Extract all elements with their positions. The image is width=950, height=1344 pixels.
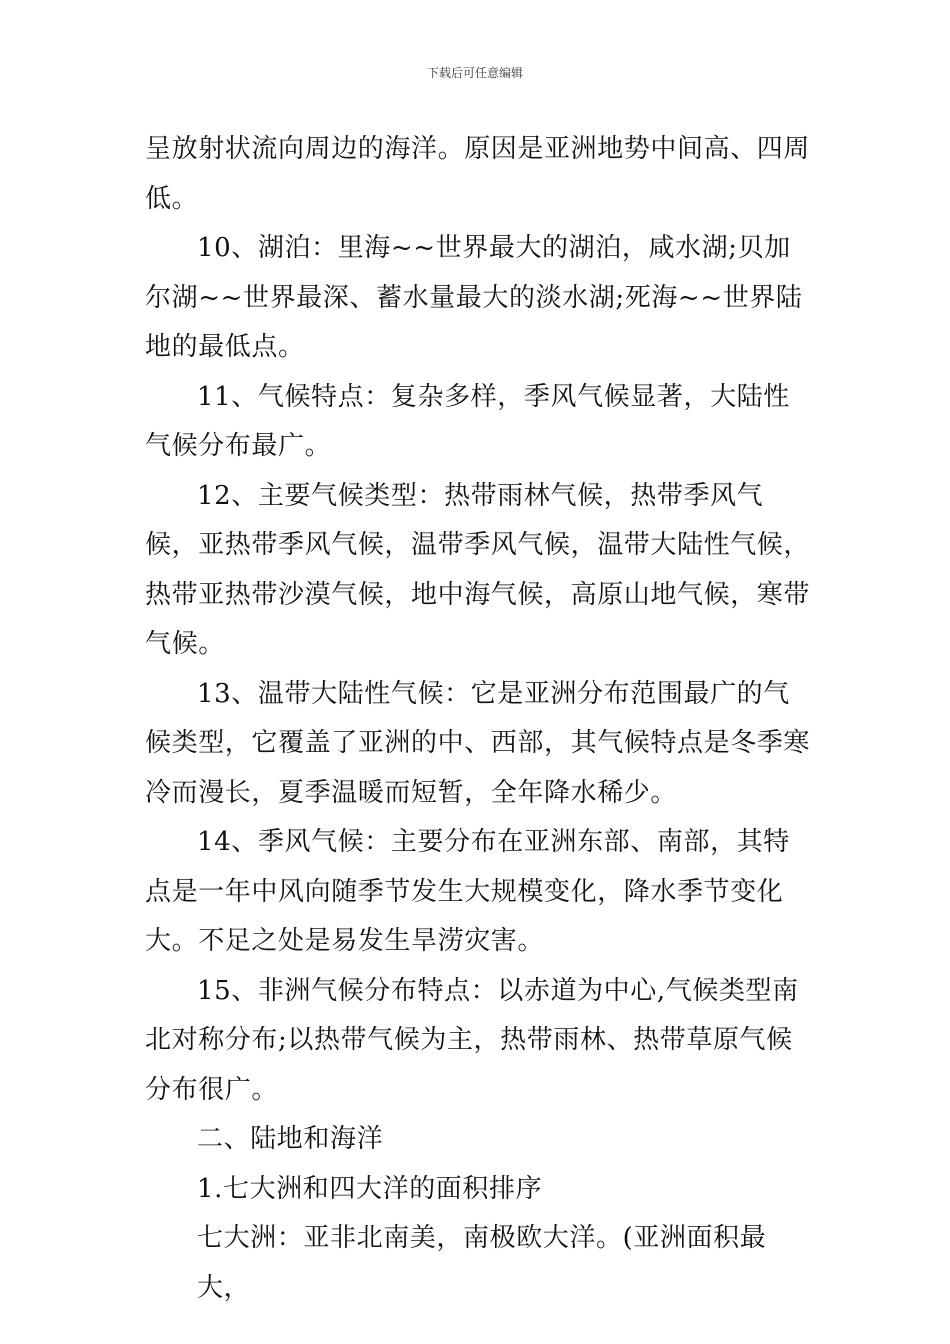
paragraph-climate-features: 11、气候特点：复杂多样，季风气候显著，大陆性气候分布最广。 [145,381,790,461]
document-body [145,125,810,1313]
subheading-area-ranking: 1.七大洲和四大洋的面积排序 [197,1173,543,1204]
paragraph-continents: 七大洲：亚非北南美，南极欧大洋。(亚洲面积最大， [197,1223,767,1303]
paragraph-lakes: 10、湖泊：里海~~世界最大的湖泊，咸水湖;贝加尔湖~~世界最深、蓄水量最大的淡水湖;死海~~世界陆地的最低点。 [145,233,803,362]
paragraph-climate-types: 12、主要气候类型：热带雨林气候，热带季风气候，亚热带季风气候，温带季风气候，温带大陆性气候，热带亚热带沙漠气候，地中海气候，高原山地气候，寒带气候。 [145,480,811,659]
paragraph-drainage: 呈放射状流向周边的海洋。原因是亚洲地势中间高、四周低。 [145,134,811,214]
paragraph-africa-climate: 15、非洲气候分布特点：以赤道为中心,气候类型南北对称分布;以热带气候为主，热带雨林、热带草原气候分布很广。 [145,975,799,1105]
page-header: 下载后可任意编辑 [426,66,523,80]
paragraph-monsoon: 14、季风气候：主要分布在亚洲东部、南部，其特点是一年中风向随季节发生大规模变化，降水季节变化大。不足之处是易发生旱涝灾害。 [145,827,790,956]
paragraph-temperate-continental: 13、温带大陆性气候：它是亚洲分布范围最广的气候类型，它覆盖了亚洲的中、西部，其气候特点是冬季寒冷而漫长，夏季温暖而短暂，全年降水稀少。 [145,678,811,808]
section-heading-land-ocean: 二、陆地和海洋 [197,1124,384,1154]
